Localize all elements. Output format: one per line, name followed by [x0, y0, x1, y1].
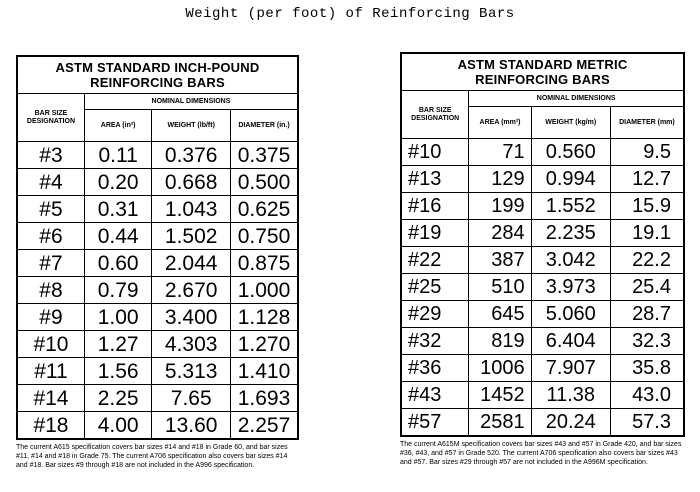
bar-size-designation-header: BAR SIZE DESIGNATION [401, 91, 469, 139]
weight-cell: 2.235 [531, 220, 610, 247]
weight-cell: 2.044 [152, 250, 231, 277]
area-cell: 510 [469, 274, 531, 301]
table-row [401, 382, 684, 409]
diameter-header: DIAMETER (in.) [231, 110, 298, 142]
diameter-cell: 43.0 [610, 382, 684, 409]
weight-cell: 3.042 [531, 247, 610, 274]
diameter-cell: 2.257 [231, 412, 298, 440]
area-cell: 2581 [469, 409, 531, 437]
bar-size-cell: #22 [401, 247, 469, 274]
weight-cell: 5.060 [531, 301, 610, 328]
inch-pound-title-line2: REINFORCING BARS [90, 75, 225, 90]
area-cell: 0.11 [84, 142, 151, 169]
bar-size-cell: #3 [17, 142, 84, 169]
table-row [17, 169, 298, 196]
table-row [401, 274, 684, 301]
table-row [17, 385, 298, 412]
area-cell: 1006 [469, 355, 531, 382]
table-row [401, 301, 684, 328]
table-row [17, 196, 298, 223]
table-row [17, 304, 298, 331]
weight-cell: 0.560 [531, 139, 610, 166]
diameter-cell: 57.3 [610, 409, 684, 437]
weight-cell: 0.376 [152, 142, 231, 169]
weight-cell: 20.24 [531, 409, 610, 437]
diameter-cell: 12.7 [610, 166, 684, 193]
nominal-dimensions-header: NOMINAL DIMENSIONS [469, 91, 684, 107]
diameter-cell: 1.693 [231, 385, 298, 412]
nominal-dimensions-header: NOMINAL DIMENSIONS [84, 94, 298, 110]
bar-size-cell: #7 [17, 250, 84, 277]
diameter-cell: 32.3 [610, 328, 684, 355]
area-cell: 71 [469, 139, 531, 166]
bar-size-cell: #9 [17, 304, 84, 331]
metric-title-line1: ASTM STANDARD METRIC [457, 57, 628, 72]
area-cell: 2.25 [84, 385, 151, 412]
bar-size-cell: #5 [17, 196, 84, 223]
weight-cell: 13.60 [152, 412, 231, 440]
area-cell: 284 [469, 220, 531, 247]
table-row [17, 358, 298, 385]
table-row [401, 328, 684, 355]
bar-size-cell: #43 [401, 382, 469, 409]
weight-cell: 7.65 [152, 385, 231, 412]
area-cell: 1.56 [84, 358, 151, 385]
diameter-cell: 1.270 [231, 331, 298, 358]
metric-table-title [401, 53, 684, 91]
diameter-cell: 22.2 [610, 247, 684, 274]
area-cell: 1.00 [84, 304, 151, 331]
table-row [401, 409, 684, 437]
diameter-cell: 1.128 [231, 304, 298, 331]
bar-size-cell: #6 [17, 223, 84, 250]
bar-size-cell: #57 [401, 409, 469, 437]
table-row [17, 142, 298, 169]
table-row [401, 193, 684, 220]
diameter-cell: 28.7 [610, 301, 684, 328]
table-row [401, 220, 684, 247]
area-cell: 0.31 [84, 196, 151, 223]
bar-size-cell: #13 [401, 166, 469, 193]
table-row [401, 166, 684, 193]
area-cell: 819 [469, 328, 531, 355]
table-row [17, 331, 298, 358]
table-row [401, 355, 684, 382]
table-row [17, 412, 298, 440]
diameter-cell: 0.375 [231, 142, 298, 169]
area-cell: 0.60 [84, 250, 151, 277]
bar-size-cell: #25 [401, 274, 469, 301]
area-cell: 1452 [469, 382, 531, 409]
area-cell: 4.00 [84, 412, 151, 440]
metric-table [400, 52, 685, 437]
bar-size-cell: #36 [401, 355, 469, 382]
table-row [17, 223, 298, 250]
diameter-cell: 1.410 [231, 358, 298, 385]
area-cell: 1.27 [84, 331, 151, 358]
weight-cell: 5.313 [152, 358, 231, 385]
bar-size-cell: #10 [401, 139, 469, 166]
weight-cell: 1.502 [152, 223, 231, 250]
bar-size-cell: #16 [401, 193, 469, 220]
inch-pound-table [16, 55, 299, 440]
weight-header: WEIGHT (lb/ft) [152, 110, 231, 142]
diameter-cell: 19.1 [610, 220, 684, 247]
bar-size-cell: #32 [401, 328, 469, 355]
weight-cell: 1.043 [152, 196, 231, 223]
weight-cell: 6.404 [531, 328, 610, 355]
diameter-cell: 9.5 [610, 139, 684, 166]
weight-cell: 4.303 [152, 331, 231, 358]
diameter-cell: 0.500 [231, 169, 298, 196]
inch-pound-panel [16, 55, 299, 470]
diameter-cell: 0.750 [231, 223, 298, 250]
area-cell: 129 [469, 166, 531, 193]
bar-size-cell: #11 [17, 358, 84, 385]
table-row [401, 247, 684, 274]
inch-pound-table-title [17, 56, 298, 94]
bar-size-designation-header: BAR SIZE DESIGNATION [17, 94, 84, 142]
weight-header: WEIGHT (kg/m) [531, 107, 610, 139]
bar-size-cell: #4 [17, 169, 84, 196]
diameter-cell: 1.000 [231, 277, 298, 304]
bar-size-cell: #8 [17, 277, 84, 304]
weight-cell: 11.38 [531, 382, 610, 409]
area-header: AREA (in²) [84, 110, 151, 142]
weight-cell: 2.670 [152, 277, 231, 304]
area-cell: 0.44 [84, 223, 151, 250]
bar-size-cell: #19 [401, 220, 469, 247]
weight-cell: 3.973 [531, 274, 610, 301]
area-cell: 199 [469, 193, 531, 220]
diameter-cell: 15.9 [610, 193, 684, 220]
weight-cell: 1.552 [531, 193, 610, 220]
bar-size-cell: #18 [17, 412, 84, 440]
weight-cell: 7.907 [531, 355, 610, 382]
weight-cell: 0.668 [152, 169, 231, 196]
metric-title-line2: REINFORCING BARS [475, 72, 610, 87]
bar-size-cell: #29 [401, 301, 469, 328]
area-cell: 645 [469, 301, 531, 328]
area-cell: 0.79 [84, 277, 151, 304]
diameter-cell: 0.875 [231, 250, 298, 277]
area-cell: 0.20 [84, 169, 151, 196]
diameter-cell: 0.625 [231, 196, 298, 223]
weight-cell: 3.400 [152, 304, 231, 331]
area-header: AREA (mm²) [469, 107, 531, 139]
area-cell: 387 [469, 247, 531, 274]
table-row [401, 139, 684, 166]
bar-size-cell: #10 [17, 331, 84, 358]
metric-panel [400, 52, 685, 467]
inch-pound-title-line1: ASTM STANDARD INCH-POUND [55, 60, 260, 75]
diameter-cell: 35.8 [610, 355, 684, 382]
table-row [17, 250, 298, 277]
weight-cell: 0.994 [531, 166, 610, 193]
page-title: Weight (per foot) of Reinforcing Bars [185, 6, 515, 22]
metric-footnote: The current A615M specification covers bar sizes #43 and #57 in Grade 420, and bar sizes #36, #43, and #57 in Grade 520. The current A706 specification also covers bar sizes #43 and #57. Bar sizes #29 through #57 are not included in the A996M specification. [400, 441, 682, 466]
diameter-header: DIAMETER (mm) [610, 107, 684, 139]
diameter-cell: 25.4 [610, 274, 684, 301]
bar-size-cell: #14 [17, 385, 84, 412]
table-row [17, 277, 298, 304]
inch-pound-footnote: The current A615 specification covers bar sizes #14 and #18 in Grade 60, and bar sizes #11, #14 and #18 in Grade 75. The current A706 specification also covers bar sizes #14 and #18. Bar sizes #9 through #18 are not included in the A996 specification. [16, 444, 288, 469]
